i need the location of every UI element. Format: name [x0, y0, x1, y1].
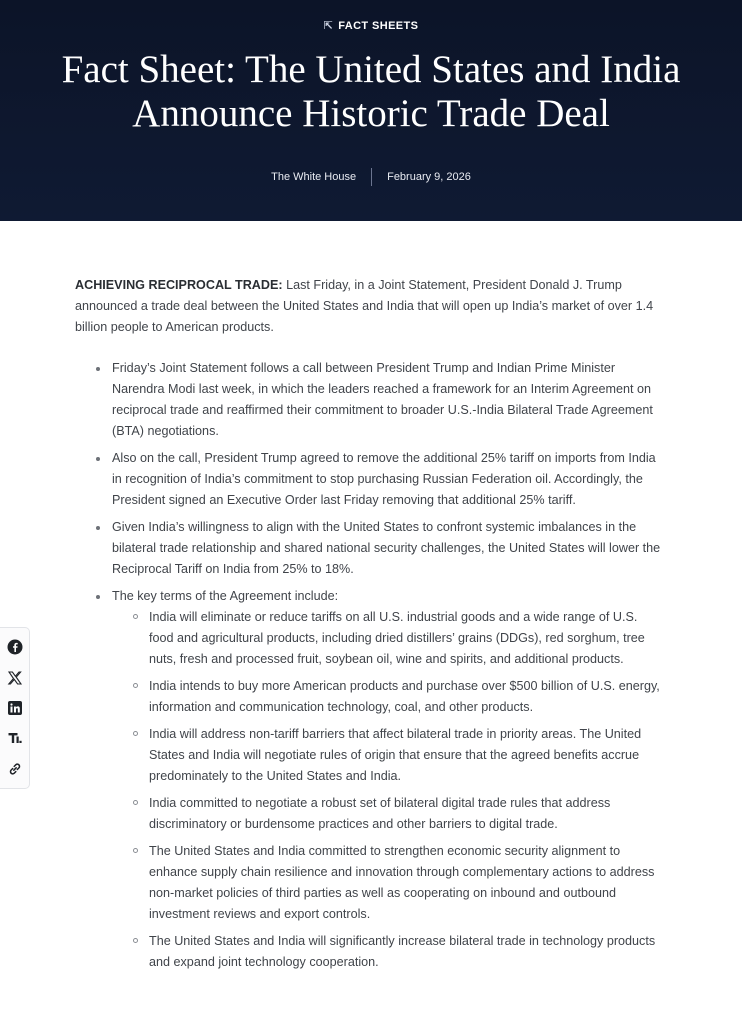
list-item-text: The key terms of the Agreement include: — [112, 589, 339, 603]
sub-list-item: The United States and India committed to strengthen economic security alignment to enhance supply chain resilience and innovation through complementary actions to address non-market policies of third parties as well as cooperating on inbound and outbound investment reviews and export controls. — [149, 841, 665, 925]
page-header — [0, 0, 742, 221]
sub-bullet-list — [112, 607, 665, 973]
linkedin-icon[interactable] — [6, 699, 24, 717]
facebook-icon[interactable] — [6, 638, 24, 656]
sub-list-item: India will address non-tariff barriers that affect bilateral trade in priority areas. The United States and India will negotiate rules of origin that ensure that the agreed benefits accrue predominately to the United States and India. — [149, 724, 665, 787]
lead-text: Last Friday, in a Joint Statement, President Donald J. Trump announced a trade deal between the United States and India that will open up India’s market of over 1.4 billion people to American products. — [75, 278, 654, 334]
meta-divider — [371, 168, 372, 186]
page-title: Fact Sheet: The United States and India Announce Historic Trade Deal — [61, 48, 681, 135]
arrow-up-left-icon: ⇱ — [323, 20, 334, 32]
bullet-list — [75, 358, 665, 973]
article-meta — [0, 168, 742, 186]
share-bar — [0, 627, 30, 789]
lead-heading: ACHIEVING RECIPROCAL TRADE: — [75, 278, 283, 292]
truth-social-icon[interactable] — [6, 729, 24, 747]
list-item: Friday’s Joint Statement follows a call between President Trump and Indian Prime Minister Narendra Modi last week, in which the leaders reached a framework for an Interim Agreement on reciprocal trade and reaffirmed their commitment to broader U.S.-India Bilateral Trade Agreement (BTA) negotiations. — [112, 358, 665, 442]
breadcrumb[interactable] — [0, 19, 742, 32]
list-item — [112, 586, 665, 973]
sub-list-item: India committed to negotiate a robust set of bilateral digital trade rules that address discriminatory or burdensome practices and other barriers to digital trade. — [149, 793, 665, 835]
sub-list-item: The United States and India will significantly increase bilateral trade in technology products and expand joint technology cooperation. — [149, 931, 665, 973]
x-icon[interactable] — [6, 669, 24, 687]
list-item: Given India’s willingness to align with the United States to confront systemic imbalances in the bilateral trade relationship and shared national security challenges, the United States will lower the Reciprocal Tariff on India from 25% to 18%. — [112, 517, 665, 580]
sub-list-item: India will eliminate or reduce tariffs on all U.S. industrial goods and a wide range of U.S. food and agricultural products, including dried distillers’ grains (DDGs), red sorghum, tree nuts, fresh and processed fruit, soybean oil, wine and spirits, and additional products. — [149, 607, 665, 670]
list-item: Also on the call, President Trump agreed to remove the additional 25% tariff on imports from India in recognition of India’s commitment to stop purchasing Russian Federation oil. Accordingly, the President signed an Executive Order last Friday removing that additional 25% tariff. — [112, 448, 665, 511]
article-body — [75, 275, 665, 979]
author: The White House — [271, 171, 357, 183]
lead-paragraph — [75, 275, 665, 338]
sub-list-item: India intends to buy more American products and purchase over $500 billion of U.S. energy, information and communication technology, coal, and other products. — [149, 676, 665, 718]
breadcrumb-label[interactable]: FACT SHEETS — [338, 19, 419, 32]
link-icon[interactable] — [6, 760, 24, 778]
publish-date: February 9, 2026 — [387, 171, 471, 183]
